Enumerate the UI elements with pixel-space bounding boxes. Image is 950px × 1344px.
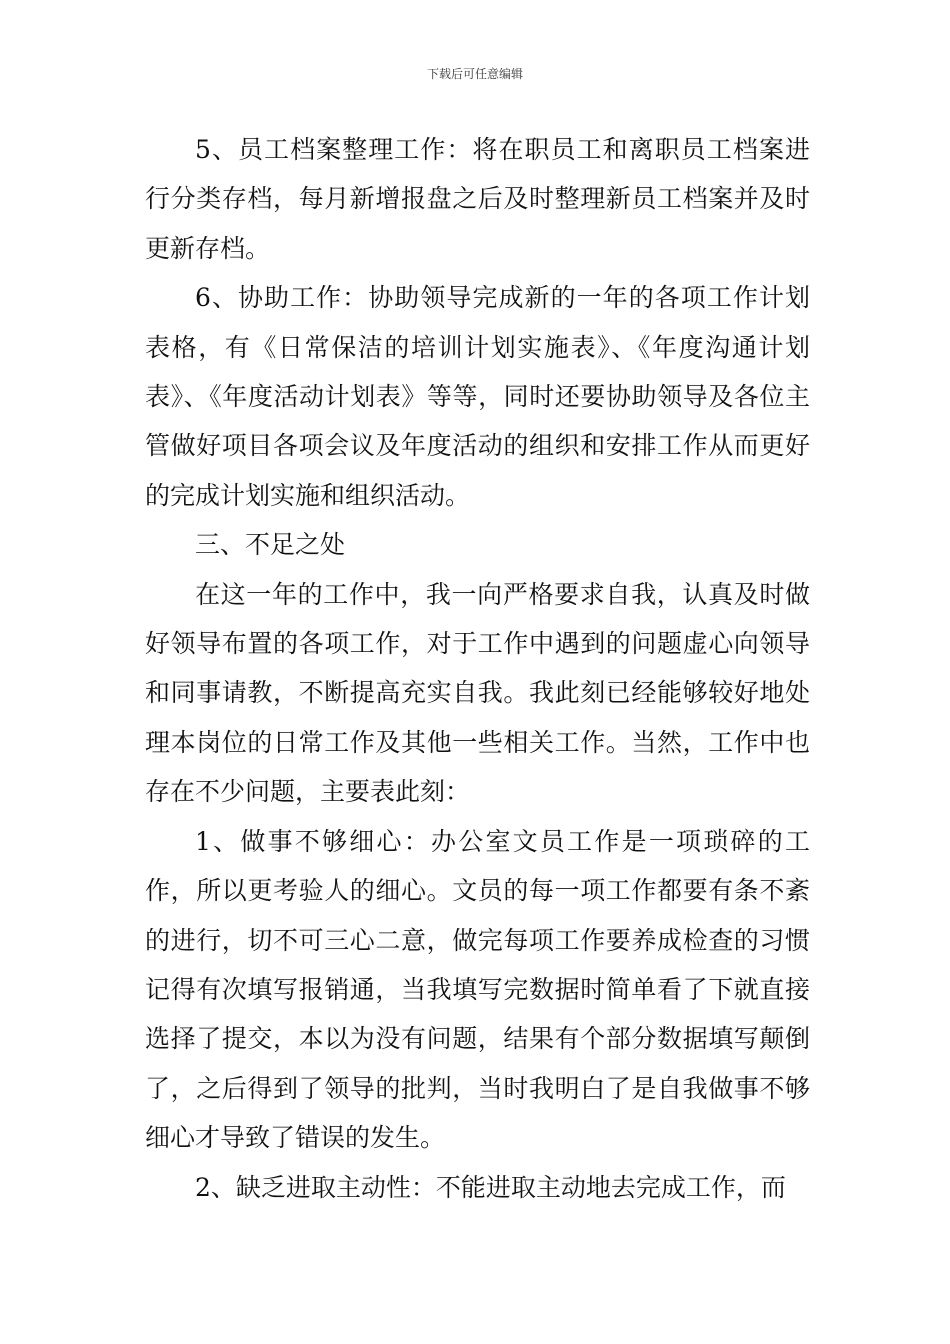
paragraph-not-careful: 1、做事不够细心：办公室文员工作是一项琐碎的工作，所以更考验人的细心。文员的每一项工作都要有条不紊的进行，切不可三心二意，做完每项工作要养成检查的习惯记得有次填写报销通，当我填写完数据时简单看了下就直接选择了提交，本以为没有问题，结果有个部分数据填写颠倒了，之后得到了领导的批判，当时我明白了是自我做事不够细心才导致了错误的发生。 [145, 826, 810, 1153]
paragraph-archive-work: 5、员工档案整理工作：将在职员工和离职员工档案进行分类存档，每月新增报盘之后及时整理新员工档案并及时更新存档。 [145, 135, 810, 263]
document-body [145, 125, 810, 1212]
paragraph-year-review: 在这一年的工作中，我一向严格要求自我，认真及时做好领导布置的各项工作，对于工作中遇到的问题虚心向领导和同事请教，不断提高充实自我。我此刻已经能够较好地处理本岗位的日常工作及其他一些相关工作。当然，工作中也存在不少问题，主要表此刻： [145, 579, 810, 807]
section-heading-shortcomings: 三、不足之处 [195, 530, 346, 560]
paragraph-assist-work: 6、协助工作：协助领导完成新的一年的各项工作计划表格，有《日常保洁的培训计划实施表》、《年度沟通计划表》、《年度活动计划表》等等，同时还要协助领导及各位主管做好项目各项会议及年度活动的组织和安排工作从而更好的完成计划实施和组织活动。 [145, 283, 810, 510]
page-header: 下载后可任意编辑 [426, 67, 523, 81]
paragraph-lack-initiative: 2、缺乏进取主动性：不能进取主动地去完成工作，而 [195, 1172, 786, 1202]
